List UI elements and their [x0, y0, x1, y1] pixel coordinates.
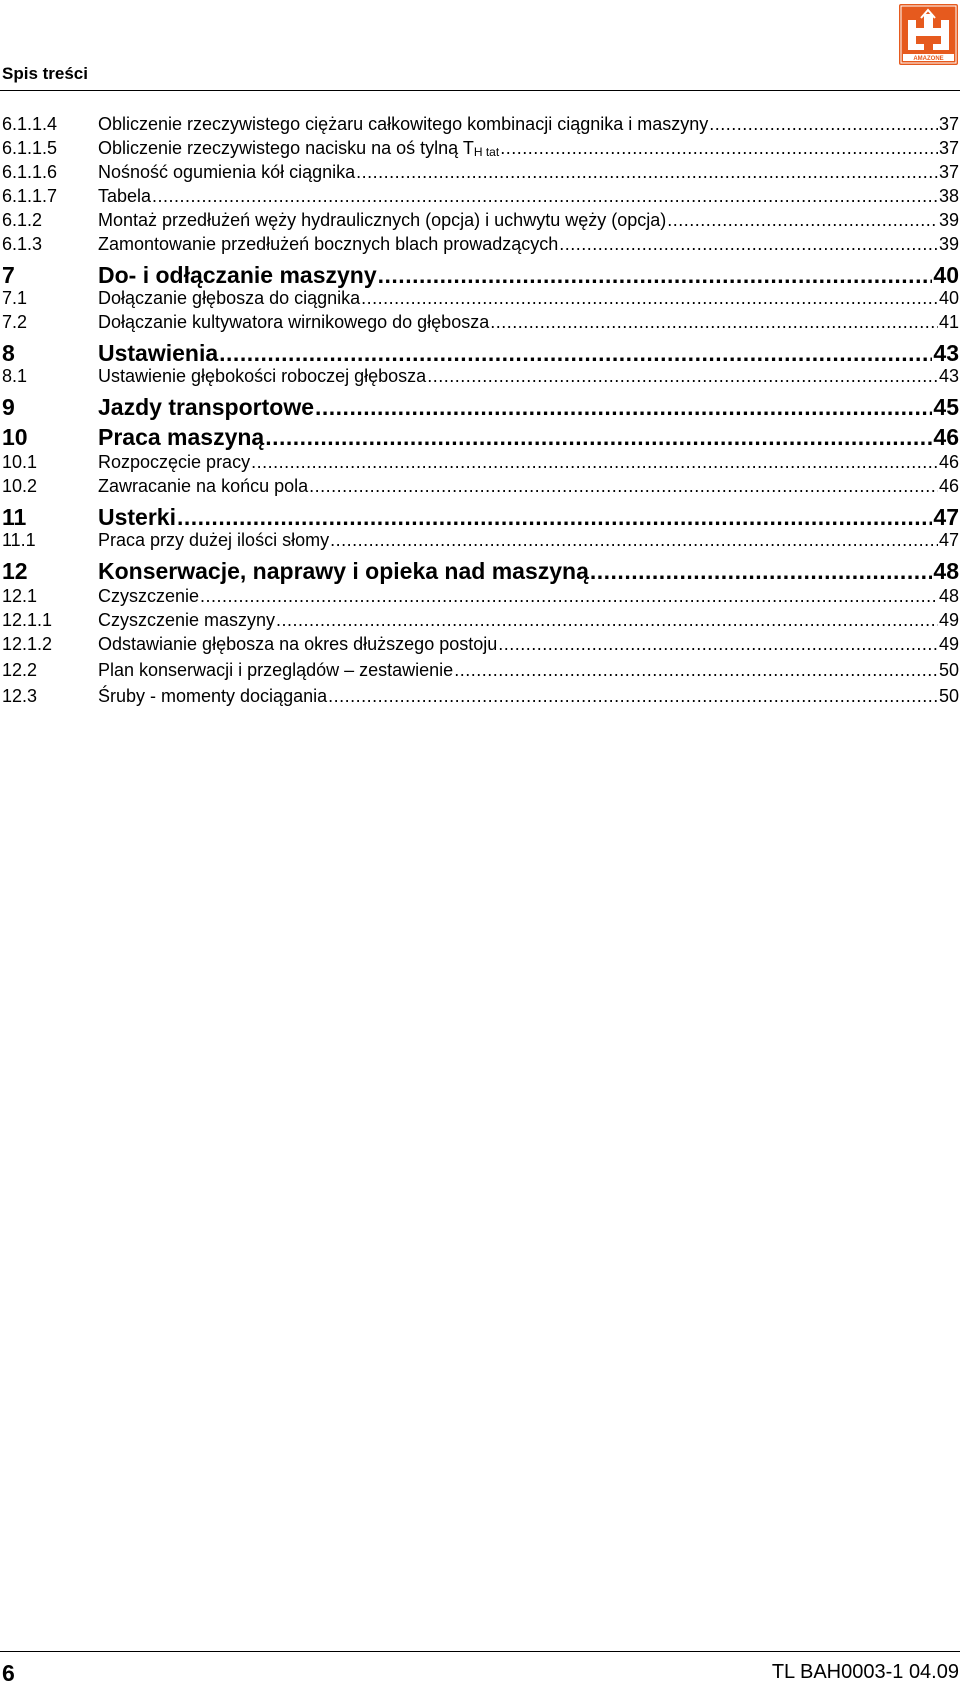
- toc-entry-title: Zamontowanie przedłużeń bocznych blach prowadzących: [98, 234, 559, 254]
- toc-dot-leader: [251, 450, 938, 474]
- toc-dot-leader: [498, 632, 938, 656]
- toc-entry[interactable]: [0, 556, 960, 586]
- toc-entry-number: 12.1.2: [2, 634, 53, 654]
- toc-entry-title: Śruby - momenty dociągania: [98, 686, 328, 706]
- toc-entry[interactable]: [0, 608, 960, 632]
- toc-dot-leader: [709, 112, 938, 136]
- header-rule: [0, 90, 960, 91]
- toc-entry[interactable]: [0, 364, 960, 388]
- toc-entry-page: 50: [938, 686, 959, 706]
- toc-entry-title: Dołączanie głębosza do ciągnika: [98, 288, 361, 308]
- footer-rule: [0, 1651, 960, 1652]
- toc-entry-page: 37: [938, 138, 959, 158]
- toc-entry[interactable]: [0, 450, 960, 474]
- toc-dot-leader: [427, 364, 938, 388]
- toc-entry-page: 46: [938, 452, 959, 472]
- toc-entry-number: 11: [2, 504, 27, 530]
- toc-entry-number: 6.1.1.5: [2, 138, 58, 158]
- toc-entry-page: 43: [933, 340, 959, 366]
- toc-dot-leader: [500, 136, 938, 160]
- footer-document-code: TL BAH0003-1 04.09: [771, 1661, 959, 1683]
- toc-entry-title: Obliczenie rzeczywistego nacisku na oś tylną $T_{H tat}$: [98, 138, 500, 159]
- toc-dot-leader: [590, 556, 933, 586]
- toc-entry-number: 9: [2, 394, 15, 420]
- toc-dot-leader: [276, 608, 938, 632]
- toc-entry-page: 46: [933, 424, 959, 450]
- toc-entry-page: 40: [933, 262, 959, 288]
- toc-entry-title: Dołączanie kultywatora wirnikowego do głębosza: [98, 312, 490, 332]
- toc-entry-page: 47: [933, 504, 959, 530]
- toc-dot-leader: [667, 208, 938, 232]
- toc-entry-title: Jazdy transportowe: [98, 394, 314, 420]
- toc-dot-leader: [328, 684, 938, 708]
- toc-entry-subscript: H tat: [473, 145, 500, 159]
- toc-entry[interactable]: [0, 474, 960, 498]
- toc-entry-page: 46: [938, 476, 959, 496]
- toc-dot-leader: [490, 310, 938, 334]
- toc-entry-title: Tabela: [98, 186, 152, 206]
- toc-entry-page: 38: [938, 186, 959, 206]
- toc-entry-page: 39: [938, 210, 959, 230]
- toc-entry-page: 47: [938, 530, 959, 550]
- toc-dot-leader: [315, 392, 932, 422]
- toc-dot-leader: [309, 474, 938, 498]
- toc-entry-title: Czyszczenie: [98, 586, 200, 606]
- toc-entry-title: Ustawienie głębokości roboczej głębosza: [98, 366, 427, 386]
- toc-entry-number: 12: [2, 558, 28, 584]
- toc-entry-number: 8.1: [2, 366, 28, 386]
- toc-dot-leader: [559, 232, 938, 256]
- toc-entry[interactable]: [0, 658, 960, 682]
- toc-entry-title: Odstawianie głębosza na okres dłuższego postoju: [98, 634, 498, 654]
- toc-entry-page: 41: [938, 312, 959, 332]
- toc-dot-leader: [265, 422, 932, 452]
- toc-entry-page: 37: [938, 162, 959, 182]
- toc-entry-number: 7.2: [2, 312, 28, 332]
- toc-entry[interactable]: [0, 392, 960, 422]
- amazone-logo: [899, 4, 958, 65]
- toc-entry-page: 37: [938, 114, 959, 134]
- toc-entry-page: 45: [933, 394, 959, 420]
- toc-entry-number: 6.1.1.7: [2, 186, 58, 206]
- toc-entry-page: 49: [938, 634, 959, 654]
- toc-entry-page: 43: [938, 366, 959, 386]
- toc-entry-page: 48: [938, 586, 959, 606]
- toc-dot-leader: [152, 184, 938, 208]
- toc-entry-title: Czyszczenie maszyny: [98, 610, 276, 630]
- toc-dot-leader: [200, 584, 938, 608]
- toc-entry-title: Do- i odłączanie maszyny: [98, 262, 377, 288]
- toc-entry-title: Usterki: [98, 504, 176, 530]
- toc-entry-number: 6.1.2: [2, 210, 43, 230]
- toc-entry-title: Praca przy dużej ilości słomy: [98, 530, 330, 550]
- toc-entry-number: 12.3: [2, 686, 38, 706]
- toc-entry-title: Rozpoczęcie pracy: [98, 452, 251, 472]
- toc-entry-number: 12.2: [2, 660, 38, 680]
- toc-entry-title: Plan konserwacji i przeglądów – zestawienie: [98, 660, 454, 680]
- toc-entry-title: Nośność ogumienia kół ciągnika: [98, 162, 356, 182]
- toc-entry-number: 11.1: [2, 530, 36, 550]
- toc-entry-title: Ustawienia: [98, 340, 219, 366]
- toc-entry[interactable]: [0, 136, 960, 160]
- toc-entry-title: Obliczenie rzeczywistego ciężaru całkowitego kombinacji ciągnika i maszyny: [98, 114, 709, 134]
- toc-entry-number: 8: [2, 340, 15, 366]
- toc-dot-leader: [454, 658, 938, 682]
- toc-entry-number: 7.1: [2, 288, 28, 308]
- toc-entry-page: 40: [938, 288, 959, 308]
- svg-text:AMAZONE: AMAZONE: [913, 56, 944, 62]
- toc-dot-leader: [330, 528, 938, 552]
- footer-page-number: 6: [2, 1660, 15, 1686]
- toc-entry[interactable]: [0, 160, 960, 184]
- toc-dot-leader: [356, 160, 938, 184]
- toc-dot-leader: [361, 286, 938, 310]
- toc-entry-title: Montaż przedłużeń węży hydraulicznych (opcja) i uchwytu węży (opcja): [98, 210, 667, 230]
- toc-entry-number: 10.1: [2, 452, 38, 472]
- toc-entry[interactable]: [0, 632, 960, 656]
- toc-entry-number: 6.1.3: [2, 234, 43, 254]
- toc-entry-page: 48: [933, 558, 959, 584]
- toc-entry-title: Zawracanie na końcu pola: [98, 476, 309, 496]
- toc-entry-number: 12.1.1: [2, 610, 53, 630]
- toc-entry[interactable]: [0, 422, 960, 452]
- toc-entry-page: 39: [938, 234, 959, 254]
- toc-entry[interactable]: [0, 310, 960, 334]
- toc-entry-number: 6.1.1.6: [2, 162, 58, 182]
- toc-entry[interactable]: [0, 112, 960, 136]
- page-header-title: Spis treści: [2, 64, 88, 83]
- toc-entry[interactable]: [0, 232, 960, 256]
- toc-entry-number: 10: [2, 424, 28, 450]
- toc-entry-page: 49: [938, 610, 959, 630]
- toc-entry-title: Praca maszyną: [98, 424, 265, 450]
- toc-entry-number: 10.2: [2, 476, 38, 496]
- toc-entry-page: 50: [938, 660, 959, 680]
- toc-entry-number: 6.1.1.4: [2, 114, 58, 134]
- toc-entry-number: 7: [2, 262, 15, 288]
- toc-entry[interactable]: [0, 286, 960, 310]
- toc-entry-number: 12.1: [2, 586, 38, 606]
- toc-entry[interactable]: [0, 684, 960, 708]
- toc-entry-title: Konserwacje, naprawy i opieka nad maszyną: [98, 558, 589, 584]
- toc-entry[interactable]: [0, 208, 960, 232]
- toc-entry[interactable]: [0, 528, 960, 552]
- toc-entry[interactable]: [0, 184, 960, 208]
- toc-entry[interactable]: [0, 584, 960, 608]
